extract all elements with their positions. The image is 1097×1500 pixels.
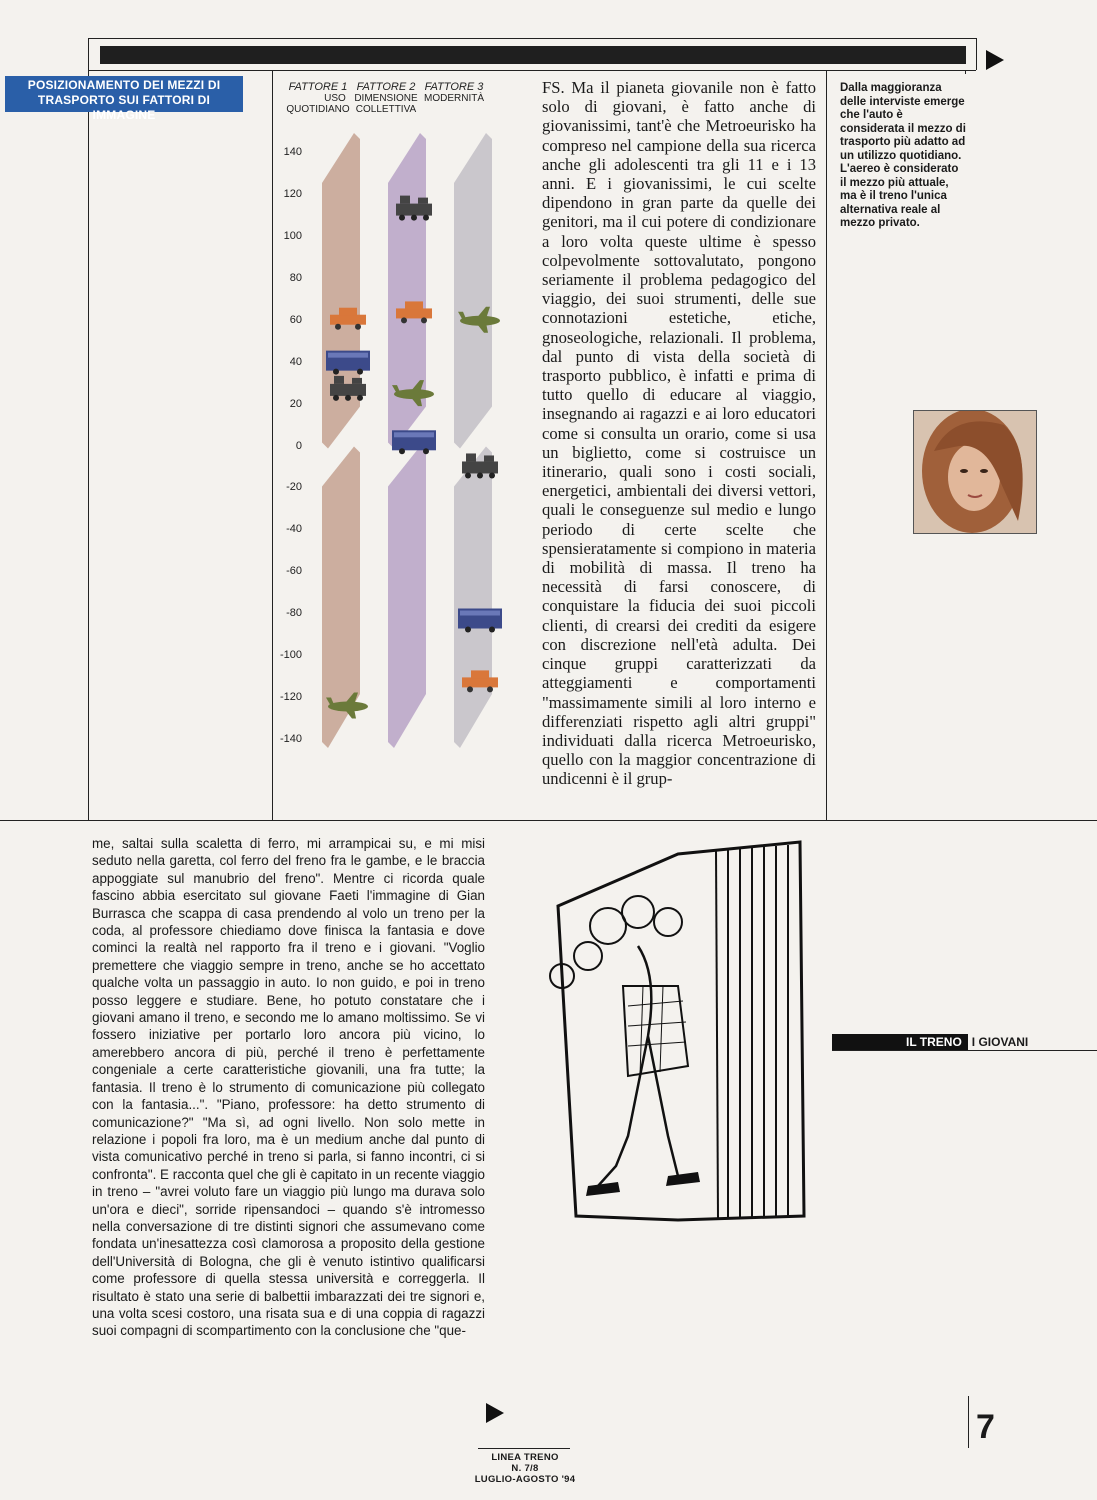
page-number: 7 xyxy=(976,1408,995,1446)
frame-text-divider xyxy=(826,70,827,820)
y-tick-label: -100 xyxy=(279,649,302,662)
chart-title-line2: TRASPORTO SUI FATTORI DI IMMAGINE xyxy=(37,93,211,122)
factor-1-sub2: QUOTIDIANO xyxy=(286,104,350,115)
frame-right xyxy=(976,38,977,70)
factor-3-header xyxy=(414,82,494,104)
frame-top xyxy=(88,38,976,39)
y-tick-label: 140 xyxy=(283,146,302,158)
section-label xyxy=(832,1034,1032,1050)
horizontal-rule xyxy=(0,820,1097,821)
section-label-part2: I GIOVANI xyxy=(966,1034,1032,1050)
section-label-part1: IL TRENO xyxy=(832,1034,966,1050)
chart-title-line1: POSIZIONAMENTO DEI MEZZI DI xyxy=(27,78,221,92)
factor-2-sub1: DIMENSIONE xyxy=(354,93,418,104)
y-tick-label: 0 xyxy=(295,439,302,452)
chart-plot xyxy=(300,120,510,770)
factor-3-sub1: MODERNITÀ xyxy=(424,93,484,104)
sidebar-caption: Dalla maggioranza delle interviste emerge che l'auto è considerata il mezzo di trasporto più adatto ad un utilizzo quotidiano. L'aereo è considerato il mezzo più attuale, ma è il treno l'unica alternativa reale al mezzo privato. xyxy=(840,82,966,229)
frame-sidebar-right xyxy=(965,70,966,74)
top-banner-bar xyxy=(100,46,966,64)
y-tick-label: -40 xyxy=(286,523,302,536)
continue-arrow-top xyxy=(986,50,1004,70)
y-tick-label: -80 xyxy=(286,607,302,620)
frame-left xyxy=(88,38,89,820)
y-tick-label: -60 xyxy=(286,565,302,578)
train-door-illustration xyxy=(528,836,828,1226)
y-tick-label: 60 xyxy=(289,313,302,326)
y-tick-label: 20 xyxy=(289,397,302,410)
article-serif-column: FS. Ma il pianeta giovanile non è fatto solo di giovani, è fatto anche di giovanissimi, tant'è che Metroeurisko ha compreso nel campione della sua ricerca anche gli adolescenti tra gli 11 e i 13 anni. E i giovanissimi, le cui scelte dipendono in gran parte da quelle dei genitori, ma il cui potere di condizionare a loro volta queste ultime è spesso colpevolmente sottovalutato, pongono seriamente il problema pedagogico del viaggio, dei suoi strumenti, delle sue connotazioni estetiche, etiche, gnoseologiche, relazionali. Il problema, dal punto di vista della società di trasporto pubblico, è infatti e prima di tutto quello di educare al viaggio, insegnando ai ragazzi e ai loro educatori come si consulta un orario, come si usa un biglietto, come si costruisce un itinerario, quali sono i costi sociali, energetici, ambientali dei diversi vettori, quali le conseguenze sul medio e lungo periodo di certe scelte che spensieratamente si compiono in materia di mobilità di massa. Il treno ha necessità di farsi conoscere, di conquistare la fiducia dei suoi piccoli clienti, di crearsi dei crediti da esigere con discrezione nell'età adulta. Dei cinque gruppi caratterizzati da atteggiamenti e comportamenti "massimamente simili al loro interno e differenziati rispetto agli altri gruppi" individuati dalla ricerca Metroeurisko, quello con la maggior concentrazione di undicenni è il grup- xyxy=(542,78,816,789)
page-number-rule xyxy=(968,1396,969,1448)
factor-2-pillar-lower xyxy=(388,447,426,749)
y-tick-label: 40 xyxy=(289,355,302,368)
autobus-icon xyxy=(392,430,436,454)
factor-1-sub1: USO xyxy=(324,93,346,104)
factor-3-pillar-lower xyxy=(454,447,492,749)
chart-title xyxy=(5,76,243,122)
factor-1-pillar-upper xyxy=(322,133,360,449)
y-tick-label: 120 xyxy=(283,187,302,200)
footer-credit xyxy=(470,1452,580,1485)
footer-rule xyxy=(478,1448,570,1449)
factor-3-pillar-upper xyxy=(454,133,492,449)
portrait-photo xyxy=(913,410,1037,534)
y-tick-label: -120 xyxy=(279,691,302,704)
factor-2-sub2: COLLETTIVA xyxy=(355,104,417,115)
frame-inner-top xyxy=(88,70,976,71)
y-tick-label: -20 xyxy=(286,481,302,494)
continue-arrow-bottom xyxy=(486,1403,504,1423)
footer-line2: N. 7/8 xyxy=(511,1463,539,1474)
footer-line3: LUGLIO-AGOSTO '94 xyxy=(474,1474,576,1485)
y-tick-label: -140 xyxy=(279,733,302,745)
section-rule xyxy=(832,1050,1097,1051)
article-sans-column: me, saltai sulla scaletta di ferro, mi arrampicai su, e mi misi seduto nella garetta, col ferro del freno fra le gambe, e le braccia appoggiate sul manubrio del freno". Mentre ci ricorda quale fascino abbia esercitato sul giovane Faeti l'immagine di Gian Burrasca che scappa di casa prendendo al volo un treno per la coda, al professore chiediamo dove finisca la fantasia e dove cominci la realtà nel rapporto fra il treno e i giovani. "Voglio premettere che viaggio sempre in treno, anche se ho accettato qualche volta un passaggio in auto. Io non guido, e poi in treno posso leggere e studiare. Bene, ho potuto constatare che i giovani amano il treno, e secondo me lo amano moltissimo. Se vi fossero iniziative per portarlo loro ancora più vicino, lo amerebbero ancora di più, perché il treno è perfettamente congeniale a certe caratteristiche giovanili, una fra tutte; la fantasia. Il treno è lo strumento di comunicazione più collegato con la fantasia...". "Piano, professore: ha detto strumento di comunicazione?" "Ma sì, ad ogni livello. Non solo mette in relazione i popoli fra loro, ma è un medium anche dal punto di vista comunicativo perché in treno si parla, si fanno incontri, ci si confronta". E racconta quel che gli è capitato in un recente viaggio in treno – "avrei voluto fare un viaggio più lungo ma durava solo un'ora e dieci", sorride ripensandoci – quando s'è intromesso nella conversazione di tre distinti signori che assumevano come fondata un'inesattezza così clamorosa a proposito della gestione dell'Università di Bologna, che gli è venuto istintivo qualificarsi come professore di quella stessa università e correggerla. Il risultato è stato una serie di balbettii imbarazzati dei tre signori e, una volta scesi costoro, una risata sua e di una coppia di ragazzi suoi compagni di scompartimento con la conclusione che "que- xyxy=(92,836,485,1339)
factor-3-label: FATTORE 3 xyxy=(424,81,484,93)
y-tick-label: 80 xyxy=(289,271,302,284)
footer-line1: LINEA TRENO xyxy=(491,1452,559,1463)
y-tick-label: 100 xyxy=(283,229,302,242)
factor-2-label: FATTORE 2 xyxy=(356,81,416,93)
factor-1-label: FATTORE 1 xyxy=(288,81,348,93)
